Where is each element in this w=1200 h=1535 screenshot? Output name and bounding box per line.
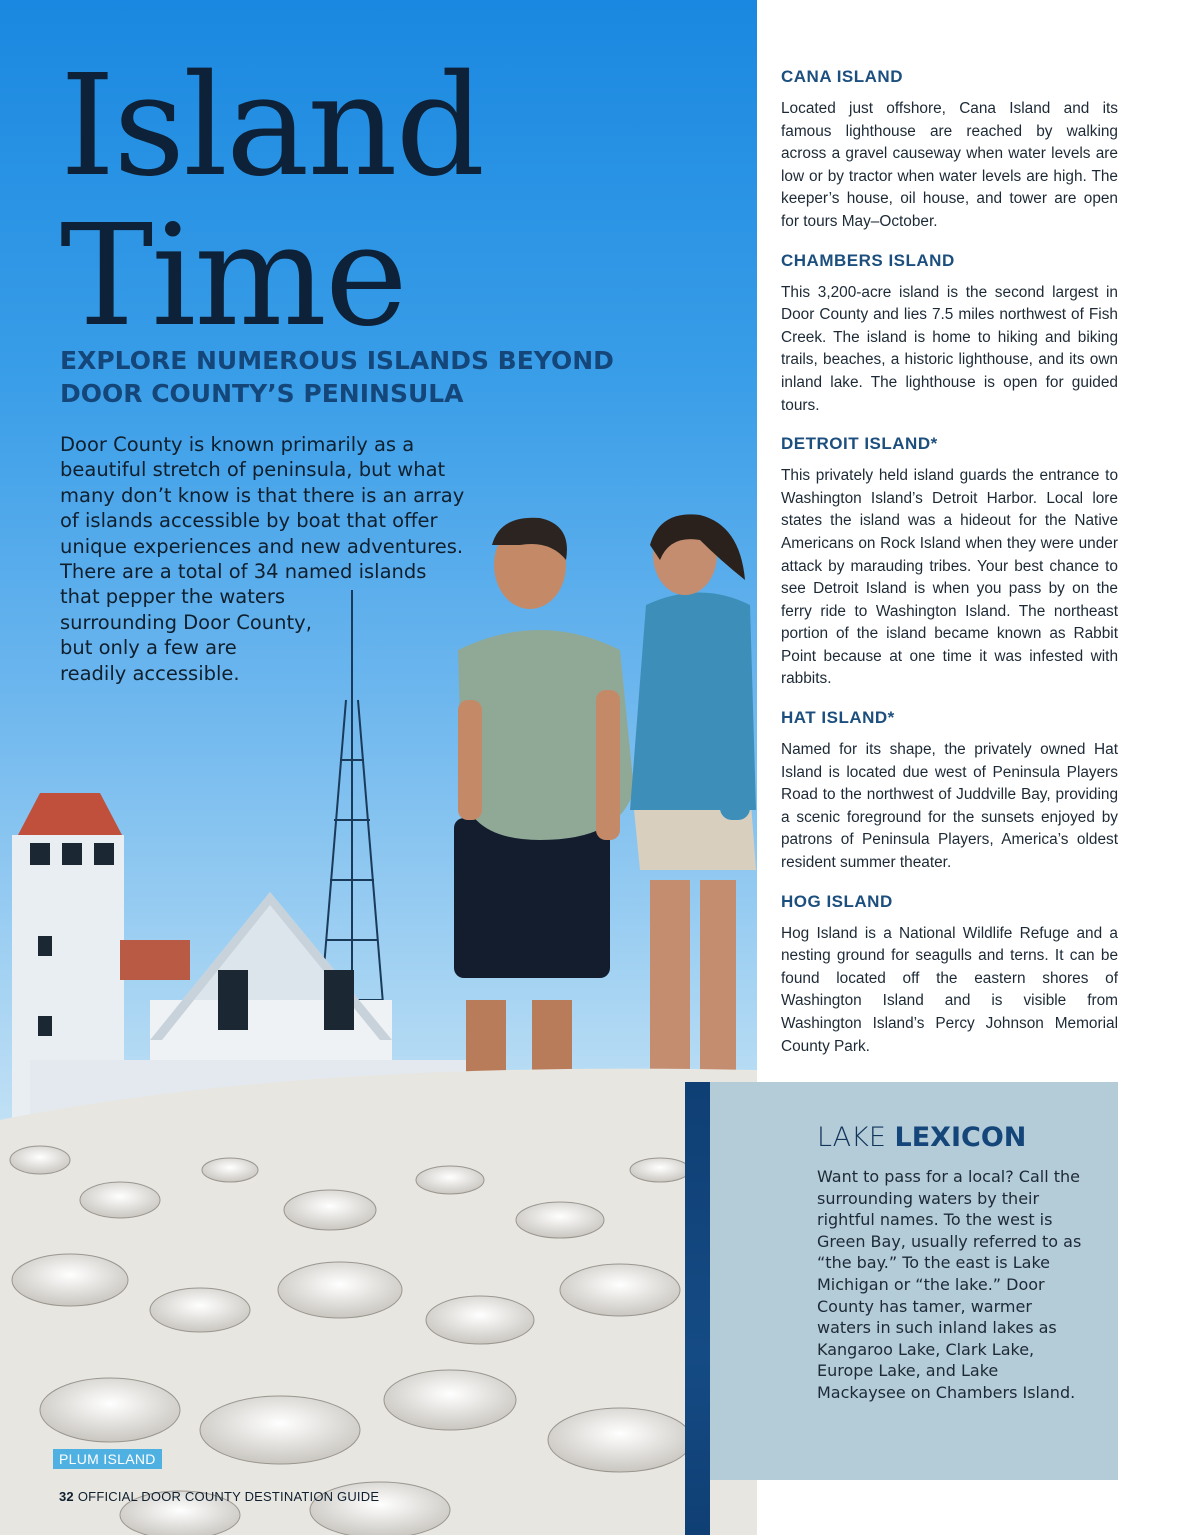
photo-caption-badge: PLUM ISLAND	[53, 1449, 162, 1469]
intro-paragraph: Door County is known primarily as a beautiful stretch of peninsula, but what many don’t know is that there is an array of islands accessible by boat that offer unique experiences and new adventures. There are a total of 34 named islands that pepper the waters surrounding Door County, but only a few are readily accessible.	[60, 433, 465, 685]
page-title	[60, 45, 484, 358]
title-line-1: Island	[60, 45, 484, 208]
island-description: Named for its shape, the privately owned Hat Island is located due west of Peninsula Players Road to the northwest of Juddville Bay, providing a scenic foreground for the sunsets enjoyed by patrons of Peninsula Players, America’s oldest resident summer theater.	[781, 741, 1118, 872]
title-line-2: Time	[60, 195, 406, 358]
island-heading: HOG ISLAND	[781, 891, 893, 911]
island-heading: CHAMBERS ISLAND	[781, 250, 955, 270]
island-entry-hog	[781, 891, 1118, 1059]
page-subtitle: EXPLORE NUMEROUS ISLANDS BEYOND DOOR COUNTY’S PENINSULA	[60, 346, 614, 408]
lexicon-title-bold: LEXICON	[894, 1122, 1027, 1153]
lexicon-title	[817, 1122, 1026, 1153]
page-footer	[59, 1489, 379, 1504]
lake-lexicon-box	[710, 1082, 1118, 1480]
island-description: Located just offshore, Cana Island and its famous lighthouse are reached by walking across a gravel causeway when water levels are low or by tractor when water levels are high. The keeper’s house, oil house, and tower are open for tours May–October.	[781, 100, 1118, 230]
page-number: 32	[59, 1489, 74, 1504]
lexicon-accent-stripe	[685, 1082, 710, 1535]
island-description: This privately held island guards the entrance to Washington Island’s Detroit Harbor. Local lore states the island was a hideout for the Native Americans on Rock Island when they were under attack by marauding tribes. Your best chance to see Detroit Island is when you pass by on the ferry ride to Washington Island. The northeast portion of the island became known as Rabbit Point because at one time it was infested with rabbits.	[781, 467, 1118, 688]
island-heading: CANA ISLAND	[781, 67, 903, 86]
hikers	[454, 514, 756, 1120]
island-heading: HAT ISLAND*	[781, 708, 895, 728]
island-heading: DETROIT ISLAND*	[781, 434, 938, 454]
island-description: Hog Island is a National Wildlife Refuge and a nesting ground for seagulls and terns. It can be found located off the eastern shores of Washington Island and is visible from Washington Island’s Percy Johnson Memorial County Park.	[781, 924, 1118, 1055]
island-entry-cana	[781, 66, 1118, 234]
island-entry-chambers	[781, 250, 1118, 418]
lexicon-title-light: LAKE	[817, 1122, 886, 1153]
island-description: This 3,200-acre island is the second largest in Door County and lies 7.5 miles northwest of Fish Creek. The island is home to hiking and biking trails, beaches, a historic lighthouse, and its own inland lake. The lighthouse is open for guided tours.	[781, 283, 1118, 414]
island-entry-detroit	[781, 433, 1118, 691]
lexicon-text: Want to pass for a local? Call the surrounding waters by their rightful names. To the west is Green Bay, usually referred to as “the bay.” To the east is Lake Michigan or “the lake.” Door County has tamer, warmer waters in such inland lakes as Kangaroo Lake, Clark Lake, Europe Lake, and Lake Mackaysee on Chambers Island.	[817, 1167, 1082, 1402]
island-list	[781, 66, 1118, 1074]
publication-name: OFFICIAL DOOR COUNTY DESTINATION GUIDE	[77, 1489, 380, 1504]
island-entry-hat	[781, 707, 1118, 875]
